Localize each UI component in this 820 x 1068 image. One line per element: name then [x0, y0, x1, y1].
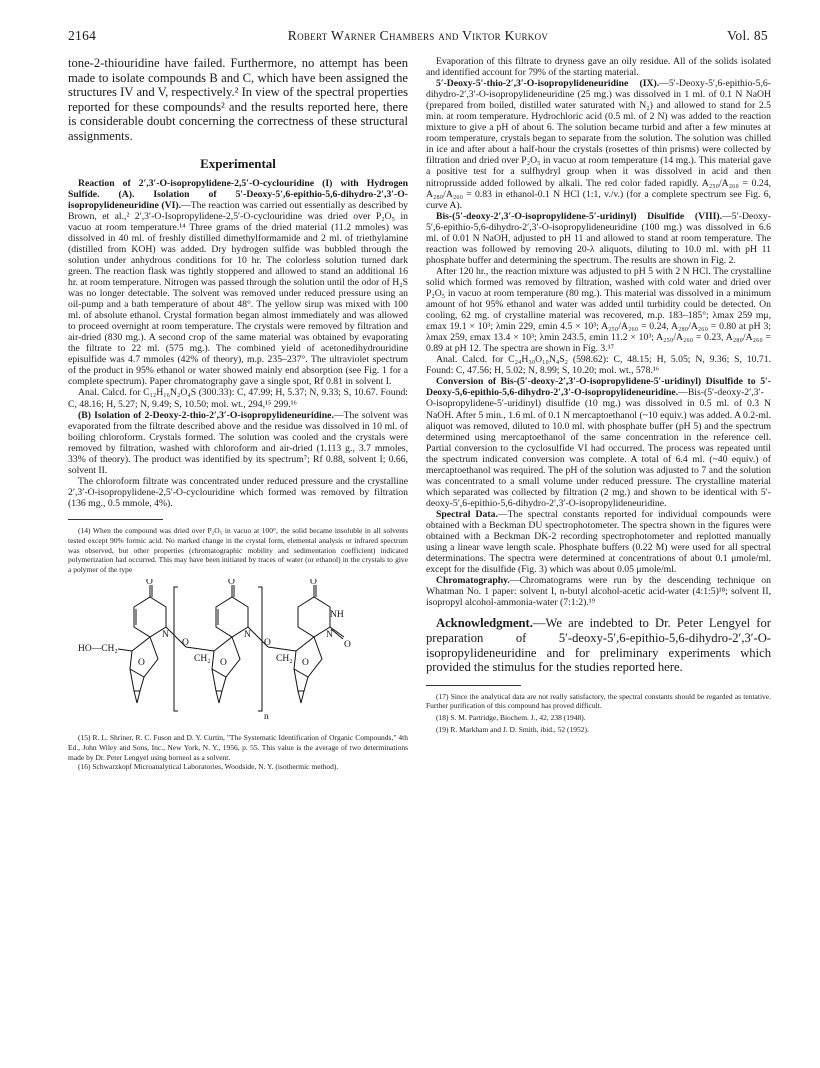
paragraph-chromatography: [426, 575, 771, 608]
paragraph-heading: Reaction of 2′,3′-O-isopropylidene-2,5′-O-cyclouridine (I) with Hydrogen Sulfide. (A). Isolation of 5′-Deoxy-5′,6-epithio-5,6-dihydro-2′,3′-O-isopropylideneuridine (VI).: [68, 177, 408, 211]
paragraph-isolation-b: [68, 410, 408, 476]
paragraph-reaction-a: [68, 178, 408, 388]
footnote-17: (17) Since the analytical data are not really satisfactory, the spectral constants should be regarded as tentative. Further purification of this compound has proved difficult.: [426, 691, 771, 711]
paragraph-heading: Bis-(5′-deoxy-2′,3′-O-isopropylidene-5′-uridinyl) Disulfide (VIII).: [436, 210, 723, 222]
oxygen-label: O: [146, 578, 153, 587]
paragraph-spectral-data: [426, 509, 771, 575]
acknowledgment-heading: Acknowledgment.: [436, 616, 533, 631]
paragraph-heading: Chromatography.: [436, 575, 510, 587]
nitrogen-label: N: [244, 629, 251, 640]
ho-ch2-label: HO—CH₂: [78, 643, 118, 654]
footnote-divider: [68, 519, 163, 520]
paragraph-evaporation: Evaporation of this filtrate to dryness gave an oily residue. All of the solids isolated and identified account for 79% of the starting material.: [426, 56, 771, 79]
nitrogen-label: N: [326, 629, 333, 640]
oxygen-label: O: [310, 578, 317, 587]
nitrogen-label: N: [162, 629, 169, 640]
paragraph-heading: Spectral Data.: [436, 508, 498, 520]
intro-paragraph: tone-2-thiouridine have failed. Furthermore, no attempt has been made to isolate compounds B and C, which have been assigned the structures IV and V, respectively.² In view of the spectral properties reported for these compounds² and the results reported here, there is considerable doubt concerning the correctness of these structural assignments.: [68, 56, 408, 143]
paragraph-conversion: [426, 376, 771, 509]
paragraph-text: —5′-Deoxy-5′,6-epithio-5,6-dihydro-2′,3′-O-isopropylideneuridine (25 mg.) was dissolved in 1 ml. of 0.1 N NaOH (prepared from boiled, distilled water saturated with N₂) and allowed to stand for 2.5 min. at room temperature. Hydrochloric acid (0.5 ml. of 2 N) was added to the reaction mixture to give a pH of about 6. The solution became turbid and after a few minutes at room temperature, crystals began to separate from the solution. The solution was chilled in ice and after about a half-hour the crystals (rosettes of thin prisms) were collected by filtration and dried over P₂O₅ in vacuo at room temperature (14 mg.). This material gave a positive test for a sulfhydryl group when it was dissolved in acid and then nitroprusside added followed by alkali. The red color faded rapidly. A₂₅₀/A₂₆₀ = 0.24, A₂₈₀/A₂₆₀ = 0.83 in ethanol-0.1 N HCl (1:1, v./v.) (for a complete spectrum see Fig. 6, curve A).: [426, 78, 771, 211]
footnote-18: (18) S. M. Partridge, Biochem. J., 42, 238 (1948).: [436, 712, 586, 722]
experimental-heading: Experimental: [200, 155, 276, 171]
oxygen-label: O: [344, 639, 351, 650]
nh-label: NH: [330, 609, 344, 620]
ch2-label: CH₂: [276, 653, 293, 664]
oxygen-label: O: [302, 657, 309, 668]
left-column: [68, 56, 408, 772]
volume-label: Vol. 85: [727, 28, 768, 43]
acknowledgment-paragraph: [426, 616, 771, 674]
oxygen-label: O: [228, 578, 235, 587]
paragraph-chloroform-filtrate: The chloroform filtrate was concentrated under reduced pressure and the crystalline 2′,3′-O-isopropylidene-2,5′-O-cyclouridine which formed was removed by filtration (136 mg., 0.5 mmole, 4%).: [68, 475, 408, 509]
paragraph-text: —The spectral constants reported for individual compounds were obtained with a Beckman DU spectrophotometer. The spectra shown in the figures were obtained with a Beckman DK-2 recording spectrophotometer and replotted manually using a linear wave length scale. Phosphate buffers (0.22 M) were used for all spectral determinations. The spectra were determined at concentrations of about 0.1 μmole/ml. except for the disulfide (Fig. 3) which was about 0.05 μmole/ml.: [426, 508, 771, 576]
running-title: Robert Warner Chambers and Viktor Kurkov: [287, 28, 549, 43]
analysis-line: Anal. Calcd. for C₁₂H₁₆N₂O₄S (300.33): C, 47.99; H, 5.37; N, 9.33; S, 10.67. Found: C, 48.16; H, 5.27; N, 9.49; S, 10.50; mol. wt., 294,¹⁵ 299.¹⁶: [68, 387, 408, 410]
polymer-structure-diagram: [78, 579, 378, 729]
paragraph-disulfide-viii: [426, 211, 771, 266]
oxygen-label: O: [264, 637, 271, 648]
paragraph-heading: (B) Isolation of 2-Deoxy-2-thio-2′,3′-O-isopropylideneuridine.: [78, 409, 334, 421]
acknowledgment-text: —We are indebted to Dr. Peter Lengyel for preparation of 5′-deoxy-5′,6-epithio-5,6-dihydro-2′,3′-O-isopropylideneuridine and for preliminary experiments which provided the stimulus for the studies reported here.: [426, 616, 771, 675]
footnote-19: (19) R. Markham and J. D. Smith, ibid., 52 (1952).: [436, 724, 589, 734]
oxygen-label: O: [182, 637, 189, 648]
analysis-line: Anal. Calcd. for C₂₄H₃₀O₁₀N₄S₂ (598.62): C, 48.15; H, 5.05; N, 9.36; S, 10.71. Found: C, 47.56; H, 5.02; N, 8.99; S, 10.20; mol. wt., 578.¹⁶: [426, 354, 771, 377]
oxygen-label: O: [220, 657, 227, 668]
paragraph-text: —5′-Deoxy-5′,6-epithio-5,6-dihydro-2′,3′-O-isopropylideneuridine (100 mg.) was dissolved in 6.6 ml. of 0.01 N NaOH, adjusted to pH 11 and allowed to stand at room temperature. The reaction was followed by removing 20-λ aliquots, diluting to 10.0 ml. with pH 11 phosphate buffer and determining the spectrum. The results are shown in Fig. 2.: [426, 210, 771, 266]
paragraph-text: —The reaction was carried out essentially as described by Brown, et al.,² 2′,3′-O-Isopropylidene-2,5′-O-cyclouridine was dried over P₂O₅ in vacuo at room temperature.¹⁴ Three grams of the dried material (11.2 mmoles) was dissolved in 40 ml. of freshly distilled dimethylformamide and 2 ml. of triethylamine (distilled from KOH) was added. Dry hydrogen sulfide was bubbled through the solution under anhydrous conditions for 10 hr. The colorless solution turned dark green. The reaction flask was tightly stoppered and allowed to stand an additional 16 hr. at room temperature. Nitrogen was passed through the solution until the odor of H₂S was no longer detectable. The solvent was removed under reduced pressure using an oil-pump and a bath temperature of about 48°. The yellow sirup was mixed with 100 ml. of absolute ethanol. Crystal formation began almost immediately and was allowed to proceed overnight at room temperature. The crystals were removed by filtration and air-dried (830 mg.). A second crop of the same material was obtained by evaporating the filtrate to 22 ml. (575 mg.). The combined yield of acetonedihydrouridine episulfide was 4.7 mmoles (42% of theory), m.p. 235–237°. The ultraviolet spectrum of the product in 95% ethanol or water showed mainly end absorption (see Fig. 1 for a complete spectrum). Paper chromatography gave a single spot, Rf 0.81 in solvent I.: [68, 199, 409, 388]
paragraph-text: —The solvent was evaporated from the filtrate described above and the residue was dissolved in 10 ml. of boiling chloroform. Crystals formed. The solution was cooled and the crystals were removed by filtration, washed with chloroform and air-dried (1.113 g., 3.7 mmoles, 33% of theory). The product was identified by its spectrum⁷; Rf 0.88, solvent I; 0.66, solvent II.: [68, 409, 408, 476]
paragraph-text: —Chromatograms were run by the descending technique on Whatman No. 1 paper: solvent I, n-butyl alcohol-acetic acid-water (4:1:5)¹⁸; solvent II, isopropyl alcohol-ammonia-water (7:1:2).¹⁹: [426, 575, 771, 609]
oxygen-label: O: [138, 657, 145, 668]
footnote-16: (16) Schwarzkopf Microanalytical Laboratories, Woodside, N. Y. (isothermic method).: [78, 762, 339, 772]
page-header: [68, 28, 768, 48]
footnote-divider: [426, 685, 521, 686]
ch2-label: CH₂: [194, 653, 211, 664]
structure-svg: [78, 579, 378, 729]
footnote-14: (14) When the compound was dried over P₂O₅ in vacuo at 100°, the solid became insoluble in all solvents tested except 90% formic acid. No marked change in the crystal form, elemental analysis or infrared spectrum was observed, but other properties (chromatographic mobility and sedimentation coefficient) indicated polymerization had occurred. This may have been initiated by traces of water (or ethanol) in the crystals to give a polymer of the type: [68, 525, 408, 575]
footnote-15: (15) R. L. Shriner, R. C. Fuson and D. Y. Curtin, "The Systematic Identification of Organic Compounds," 4th Ed., John Wiley and Sons, Inc., New York, N. Y., 1956, p. 55. This value is the average of two determinations made by Dr. Peter Lengyel using borneol as a solvent.: [68, 732, 408, 762]
paragraph-heading: Conversion of Bis-(5′-deoxy-2′,3′-O-isopropylidene-5′-uridinyl) Disulfide to 5′-Deoxy-5,6-epithio-5,6-dihydro-2′,3′-O-isopropylideneuridine.: [426, 376, 771, 399]
page-number: 2164: [68, 28, 97, 43]
paragraph-text: —Bis-(5′-deoxy-2′,3′-O-isopropylidene-5′-uridinyl) disulfide (10 mg.) was dissolved in 0.5 ml. of 0.3 N NaOH. After 5 min., 1.6 ml. of 0.1 N mercaptoethanol (~10 equiv.) was added. A 0.2-ml. aliquot was removed, diluted to 10.0 ml. with phosphate buffer (pH 5) and the spectrum determined using mercaptoethanol of the same concentration in the reference cell. Partial conversion to the cyclosulfide VI had occurred. The process was repeated until the spectrum indicated conversion was complete. A total of 6.4 ml. (~40 equiv.) of mercaptoethanol was required. The pH of the solution was adjusted to 7 and the solution was concentrated to a small volume under reduced pressure. The crystalline material which separated was collected by filtration (2 mg.) and shown to be identical with 5′-deoxy-5′,6-epithio-5,6-dihydro-2′,3′-O-isopropylideneuridine.: [426, 387, 771, 509]
right-column: [426, 56, 771, 734]
paragraph-thio-ix: [426, 78, 771, 211]
paragraph-heading: 5′-Deoxy-5′-thio-2′,3′-O-isopropylideneuridine (IX).: [436, 78, 660, 90]
paragraph-after-120hr: After 120 hr., the reaction mixture was adjusted to pH 5 with 2 N HCl. The crystalline solid which formed was removed by filtration, washed with cold water and dried over P₂O₅ in vacuo at room temperature (80 mg.). This material was dissolved in a minimum amount of hot 95% ethanol and water was added until turbidity could be detected. On cooling, 62 mg. of crystalline material was recovered, m.p. 183–185°; λmax 259 mμ, εmax 19.1 × 10³; λmin 229, εmin 4.5 × 10³; A₂₅₀/A₂₆₀ = 0.24, A₂₈₀/A₂₆₀ = 0.80 at pH 3; λmax 259, εmax 13.4 × 10³; λmin 243.5, εmin 11.2 × 10³; A₂₅₀/A₂₆₀ = 0.23, A₂₈₀/A₂₆₀ = 0.89 at pH 12. The spectra are shown in Fig. 3.¹⁷: [426, 265, 771, 355]
repeat-subscript: n: [264, 711, 269, 722]
